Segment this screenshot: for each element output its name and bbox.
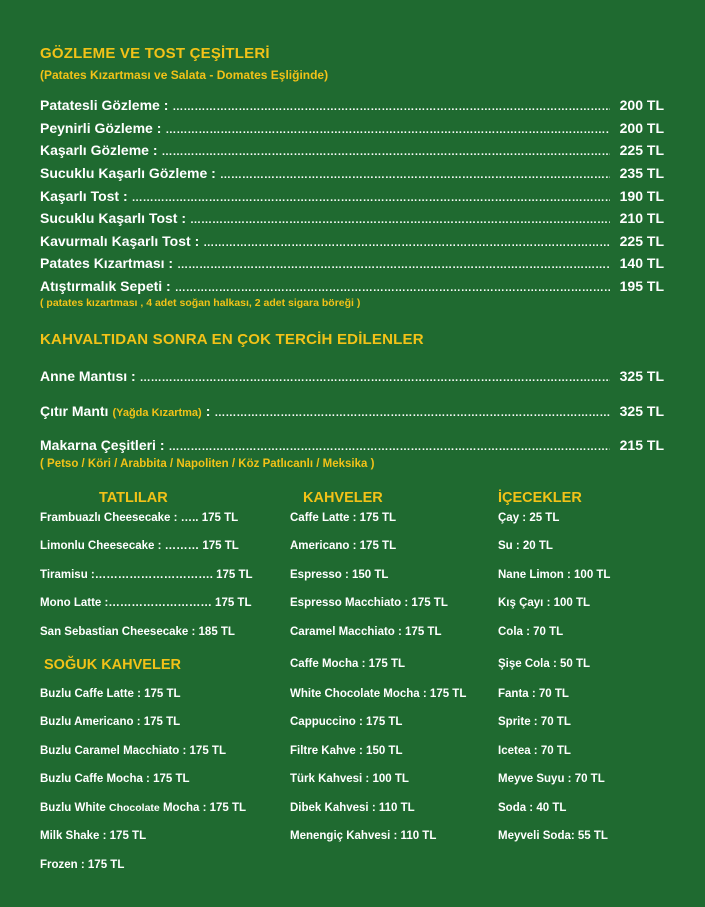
- menu-item-name: Kavurmalı Kaşarlı Tost :: [40, 233, 200, 249]
- menu-item-name: Anne Mantısı :: [40, 368, 136, 384]
- menu-item-note: (Yağda Kızartma): [112, 407, 202, 419]
- list-item: Su : 20 TL: [498, 540, 553, 552]
- list-item: White Chocolate Mocha : 175 TL: [290, 688, 467, 700]
- menu-item-price: 325 TL: [619, 403, 664, 419]
- list-item-part: Mocha : 175 TL: [159, 802, 247, 814]
- menu-item-row: [40, 403, 664, 419]
- menu-item-name: Sucuklu Kaşarlı Tost :: [40, 210, 186, 226]
- list-item: [40, 802, 246, 814]
- gozleme-section-subtitle: (Patates Kızartması ve Salata - Domates Eşliğinde): [40, 68, 329, 82]
- list-item: Limonlu Cheesecake : ……… 175 TL: [40, 540, 239, 552]
- leader-dots: [190, 214, 610, 226]
- list-item: Meyve Suyu : 70 TL: [498, 773, 605, 785]
- pasta-note: ( Petso / Köri / Arabbita / Napoliten / Köz Patlıcanlı / Meksika ): [40, 458, 375, 470]
- list-item: San Sebastian Cheesecake : 185 TL: [40, 626, 235, 638]
- menu-item-name: Kaşarlı Gözleme :: [40, 142, 158, 158]
- menu-item-price: 235 TL: [619, 165, 664, 181]
- menu-item-row: [40, 278, 664, 294]
- list-item: Çay : 25 TL: [498, 512, 560, 524]
- list-item: Filtre Kahve : 150 TL: [290, 745, 403, 757]
- kahveler-title: KAHVELER: [303, 490, 383, 506]
- menu-item-row: [40, 120, 664, 136]
- menu-item-price: 140 TL: [619, 255, 664, 271]
- tatlilar-title: TATLILAR: [99, 490, 168, 506]
- list-item: Milk Shake : 175 TL: [40, 830, 147, 842]
- menu-item-price: 200 TL: [619, 97, 664, 113]
- list-item: Şişe Cola : 50 TL: [498, 658, 591, 670]
- list-item: Espresso : 150 TL: [290, 569, 389, 581]
- list-item-part: Buzlu White: [40, 802, 109, 814]
- list-item: Cappuccino : 175 TL: [290, 716, 403, 728]
- menu-item-name: Makarna Çeşitleri :: [40, 437, 165, 453]
- menu-item-name: Patates Kızartması :: [40, 255, 174, 271]
- list-item: Buzlu Americano : 175 TL: [40, 716, 181, 728]
- list-item: Buzlu Caramel Macchiato : 175 TL: [40, 745, 226, 757]
- kahvalti-section-title: KAHVALTIDAN SONRA EN ÇOK TERCİH EDİLENLER: [40, 331, 424, 348]
- list-item: Mono Latte :……………………… 175 TL: [40, 597, 252, 609]
- list-item: Kış Çayı : 100 TL: [498, 597, 591, 609]
- menu-item-row: [40, 437, 664, 453]
- list-item: Türk Kahvesi : 100 TL: [290, 773, 409, 785]
- list-item: Soda : 40 TL: [498, 802, 567, 814]
- menu-item-row: [40, 210, 664, 226]
- icecekler-title: İÇECEKLER: [498, 490, 582, 506]
- list-item: Americano : 175 TL: [290, 540, 397, 552]
- menu-item-row: [40, 97, 664, 113]
- list-item: Meyveli Soda: 55 TL: [498, 830, 608, 842]
- list-item: Dibek Kahvesi : 110 TL: [290, 802, 415, 814]
- list-item: Fanta : 70 TL: [498, 688, 569, 700]
- menu-item-price: 325 TL: [619, 368, 664, 384]
- list-item: Frambuazlı Cheesecake : ….. 175 TL: [40, 512, 239, 524]
- list-item: Nane Limon : 100 TL: [498, 569, 611, 581]
- leader-dots: [165, 124, 609, 136]
- list-item: Espresso Macchiato : 175 TL: [290, 597, 448, 609]
- leader-dots: [203, 237, 609, 249]
- gozleme-section-title: GÖZLEME VE TOST ÇEŞİTLERİ: [40, 45, 270, 62]
- list-item-part: Chocolate: [109, 802, 160, 814]
- list-item: Tiramisu :…………………………. 175 TL: [40, 569, 253, 581]
- menu-item-colon: :: [205, 403, 211, 419]
- list-item: Buzlu Caffe Mocha : 175 TL: [40, 773, 190, 785]
- list-item: Caffe Mocha : 175 TL: [290, 658, 406, 670]
- list-item: Buzlu Caffe Latte : 175 TL: [40, 688, 181, 700]
- menu-item-price: 200 TL: [619, 120, 664, 136]
- list-item: Icetea : 70 TL: [498, 745, 571, 757]
- leader-dots: [220, 169, 610, 181]
- menu-item-price: 225 TL: [619, 142, 664, 158]
- menu-item-price: 190 TL: [619, 188, 664, 204]
- list-item: Caffe Latte : 175 TL: [290, 512, 397, 524]
- menu-item-name: Atıştırmalık Sepeti :: [40, 278, 171, 294]
- list-item: Cola : 70 TL: [498, 626, 564, 638]
- leader-dots: [172, 101, 609, 113]
- leader-dots: [175, 282, 610, 294]
- menu-item-name: Kaşarlı Tost :: [40, 188, 128, 204]
- menu-item-price: 195 TL: [619, 278, 664, 294]
- menu-item-price: 215 TL: [619, 437, 664, 453]
- basket-note: ( patates kızartması , 4 adet soğan halkası, 2 adet sigara böreği ): [40, 297, 361, 309]
- menu-item-row: [40, 142, 664, 158]
- leader-dots: [169, 441, 610, 453]
- leader-dots: [140, 372, 610, 384]
- menu-item-name: Sucuklu Kaşarlı Gözleme :: [40, 165, 216, 181]
- leader-dots: [214, 407, 609, 419]
- menu-item-name: Çıtır Mantı: [40, 403, 109, 419]
- list-item: Caramel Macchiato : 175 TL: [290, 626, 442, 638]
- soguk-kahveler-title: SOĞUK KAHVELER: [44, 657, 181, 673]
- leader-dots: [132, 192, 610, 204]
- list-item: Sprite : 70 TL: [498, 716, 571, 728]
- menu-item-row: [40, 233, 664, 249]
- list-item: Menengiç Kahvesi : 110 TL: [290, 830, 437, 842]
- menu-item-row: [40, 255, 664, 271]
- menu-item-name: Peynirli Gözleme :: [40, 120, 162, 136]
- menu-item-row: [40, 368, 664, 384]
- list-item: Frozen : 175 TL: [40, 859, 125, 871]
- menu-item-row: [40, 165, 664, 181]
- leader-dots: [177, 259, 610, 271]
- menu-item-price: 210 TL: [619, 210, 664, 226]
- leader-dots: [162, 146, 610, 158]
- menu-item-price: 225 TL: [619, 233, 664, 249]
- menu-item-row: [40, 188, 664, 204]
- menu-item-name: Patatesli Gözleme :: [40, 97, 169, 113]
